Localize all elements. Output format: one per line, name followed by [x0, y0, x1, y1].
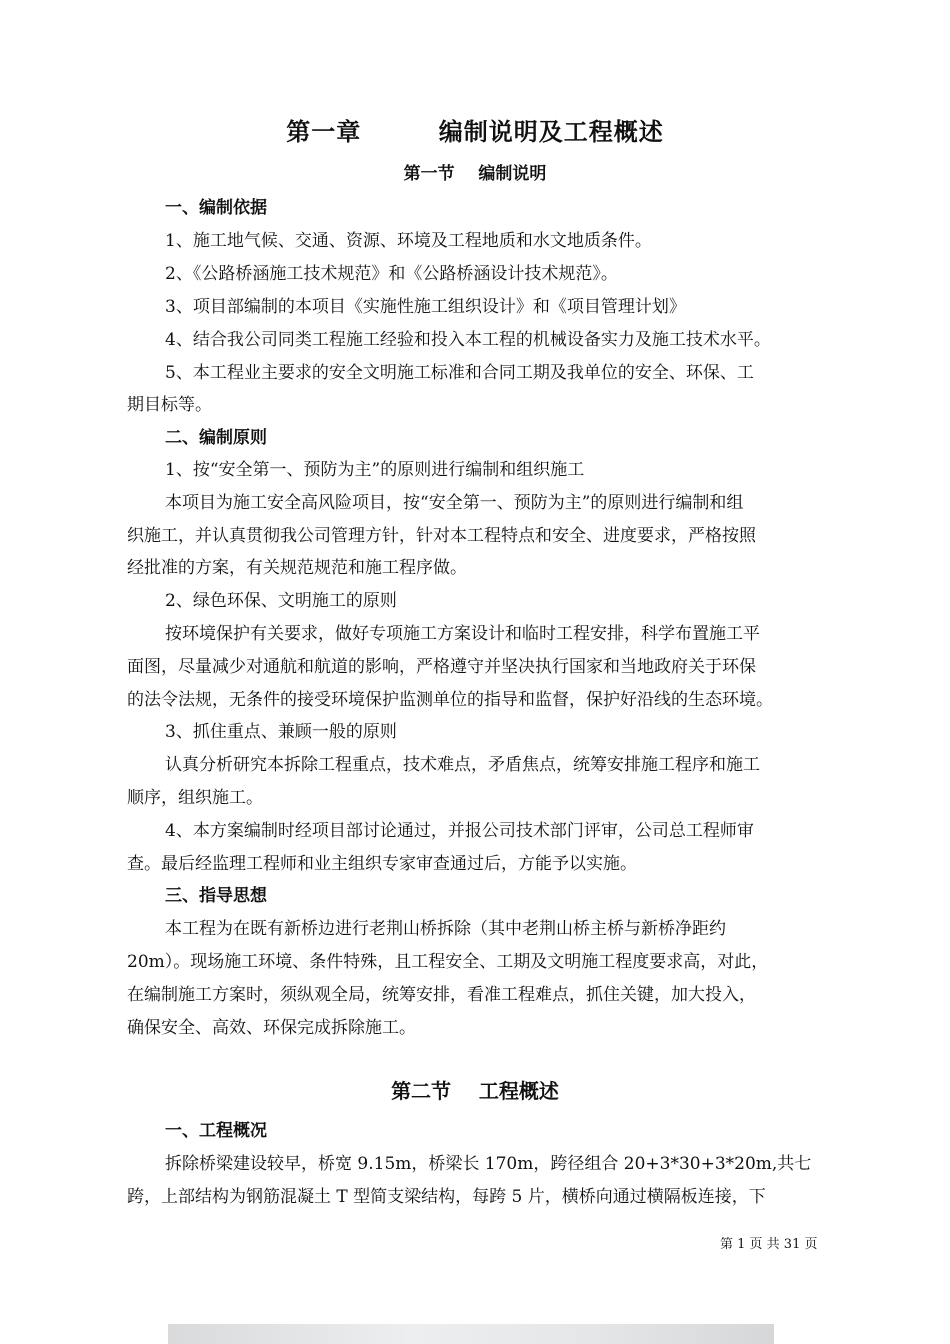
subheading: 1、按“安全第一、预防为主”的原则进行编制和组织施工 — [165, 460, 585, 480]
section-title: 第一节 编制说明 — [403, 164, 547, 184]
list-item: 4、结合我公司同类工程施工经验和投入本工程的机械设备实力及施工技术水平。 — [165, 330, 771, 350]
paragraph-line: 20m）。现场施工环境、条件特殊，且工程安全、工期及文明施工程度要求高，对此， — [127, 952, 769, 972]
paragraph-line: 确保安全、高效、环保完成拆除施工。 — [127, 1018, 416, 1038]
section-title: 第二节 工程概述 — [391, 1079, 559, 1103]
paragraph-line: 认真分析研究本拆除工程重点，技术难点，矛盾焦点，统筹安排施工程序和施工 — [165, 755, 760, 775]
paragraph-line: 的法令法规，无条件的接受环境保护监测单位的指导和监督，保护好沿线的生态环境。 — [127, 690, 773, 710]
list-item: 3、项目部编制的本项目《实施性施工组织设计》和《项目管理计划》 — [165, 297, 686, 317]
paragraph-line: 4、本方案编制时经项目部讨论通过，并报公司技术部门评审，公司总工程师审 — [165, 821, 754, 841]
paragraph-line: 织施工，并认真贯彻我公司管理方针，针对本工程特点和安全、进度要求，严格按照 — [127, 526, 756, 546]
subheading: 3、抓住重点、兼顾一般的原则 — [165, 722, 397, 742]
paragraph-line: 跨，上部结构为钢筋混凝土 T 型简支梁结构，每跨 5 片，横桥向通过横隔板连接，下 — [127, 1187, 766, 1207]
section-heading: 一、工程概况 — [165, 1121, 267, 1141]
next-page-image-edge — [168, 1324, 774, 1344]
chapter-title: 第一章 编制说明及工程概述 — [286, 118, 664, 146]
paragraph-line: 期目标等。 — [127, 395, 212, 415]
list-item: 5、本工程业主要求的安全文明施工标准和合同工期及我单位的安全、环保、工 — [165, 363, 754, 383]
paragraph-line: 按环境保护有关要求，做好专项施工方案设计和临时工程安排，科学布置施工平 — [165, 624, 760, 644]
paragraph-line: 经批准的方案，有关规范规范和施工程序做。 — [127, 558, 467, 578]
list-item: 2、《公路桥涵施工技术规范》和《公路桥涵设计技术规范》。 — [165, 264, 618, 284]
paragraph-line: 拆除桥梁建设较早，桥宽 9.15m，桥梁长 170m，跨径组合 20+3*30+3*20m,共七 — [165, 1154, 812, 1174]
section-heading: 二、编制原则 — [165, 428, 267, 448]
paragraph-line: 面图，尽量减少对通航和航道的影响，严格遵守并坚决执行国家和当地政府关于环保 — [127, 657, 756, 677]
section-heading: 三、指导思想 — [165, 886, 267, 906]
paragraph-line: 本工程为在既有新桥边进行老荆山桥拆除（其中老荆山桥主桥与新桥净距约 — [165, 919, 726, 939]
subheading: 2、绿色环保、文明施工的原则 — [165, 591, 397, 611]
section-heading: 一、编制依据 — [165, 198, 267, 218]
paragraph-line: 顺序，组织施工。 — [127, 788, 263, 808]
paragraph-line: 在编制施工方案时，须纵观全局，统筹安排，看准工程难点，抓住关键，加大投入， — [127, 985, 756, 1005]
paragraph-line: 本项目为施工安全高风险项目，按“安全第一、预防为主”的原则进行编制和组 — [165, 493, 744, 513]
page-number: 第 1 页 共 31 页 — [720, 1237, 818, 1252]
paragraph-line: 查。最后经监理工程师和业主组织专家审查通过后，方能予以实施。 — [127, 854, 637, 874]
list-item: 1、施工地气候、交通、资源、环境及工程地质和水文地质条件。 — [165, 231, 652, 251]
